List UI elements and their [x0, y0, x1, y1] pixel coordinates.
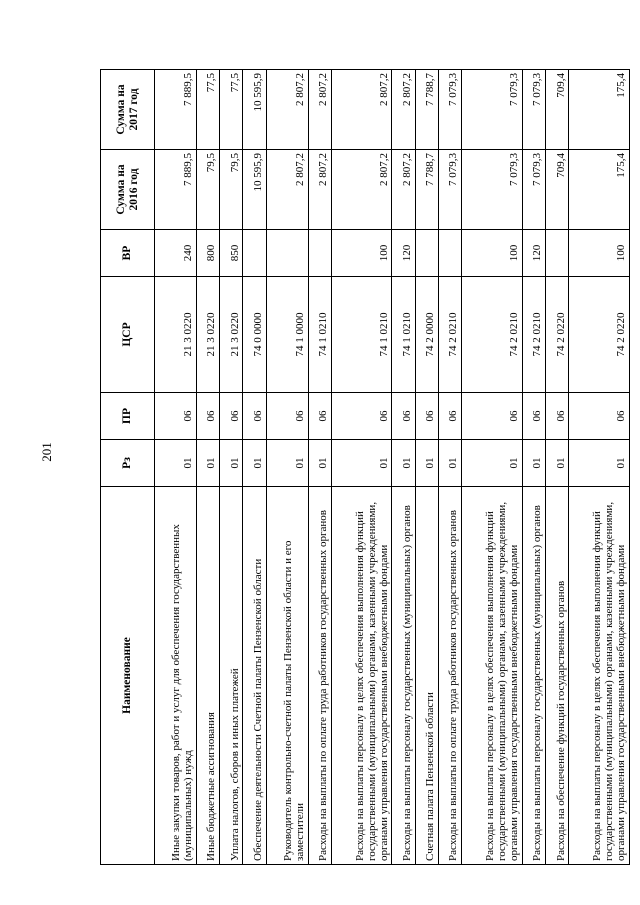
cell-rz: 01 — [308, 440, 331, 487]
cell-sum-2016: 7 079,3 — [462, 150, 523, 230]
table-body — [155, 70, 630, 865]
cell-name: Расходы на выплаты по оплате труда работников государственных органов — [439, 487, 462, 865]
cell-csr: 74 1 0210 — [308, 277, 331, 393]
cell-pr: 06 — [196, 393, 219, 440]
budget-table — [100, 69, 630, 865]
cell-csr: 74 2 0220 — [569, 277, 630, 393]
cell-sum-2016: 175,4 — [569, 150, 630, 230]
cell-rz: 01 — [266, 440, 308, 487]
cell-vr — [415, 230, 438, 277]
cell-rz: 01 — [243, 440, 266, 487]
cell-sum-2017: 2 807,2 — [392, 70, 415, 150]
cell-vr: 240 — [155, 230, 197, 277]
cell-pr: 06 — [462, 393, 523, 440]
cell-pr: 06 — [522, 393, 545, 440]
cell-vr: 100 — [331, 230, 392, 277]
cell-rz: 01 — [415, 440, 438, 487]
cell-vr — [243, 230, 266, 277]
cell-sum-2017: 709,4 — [546, 70, 569, 150]
table-row — [392, 70, 415, 865]
header-sum-2017: Сумма на 2017 год — [101, 70, 155, 150]
cell-csr: 74 2 0000 — [415, 277, 438, 393]
table-row — [439, 70, 462, 865]
cell-rz: 01 — [522, 440, 545, 487]
cell-name: Иные бюджетные ассигнования — [196, 487, 219, 865]
cell-csr: 21 3 0220 — [220, 277, 243, 393]
cell-csr: 21 3 0220 — [155, 277, 197, 393]
header-sum-2016: Сумма на 2016 год — [101, 150, 155, 230]
cell-sum-2017: 7 079,3 — [439, 70, 462, 150]
cell-sum-2016: 7 079,3 — [439, 150, 462, 230]
cell-name: Счетная палата Пензенской области — [415, 487, 438, 865]
cell-vr: 120 — [522, 230, 545, 277]
cell-sum-2017: 77,5 — [220, 70, 243, 150]
cell-rz: 01 — [220, 440, 243, 487]
table-row — [220, 70, 243, 865]
table-row — [569, 70, 630, 865]
page-number: 201 — [39, 442, 54, 462]
table-row — [196, 70, 219, 865]
cell-vr: 100 — [462, 230, 523, 277]
cell-name: Расходы на выплаты по оплате труда работников государственных органов — [308, 487, 331, 865]
cell-csr: 74 1 0000 — [266, 277, 308, 393]
cell-name: Расходы на выплаты персоналу государственных (муниципальных) органов — [522, 487, 545, 865]
cell-sum-2017: 10 595,9 — [243, 70, 266, 150]
cell-sum-2016: 79,5 — [220, 150, 243, 230]
cell-csr: 74 1 0210 — [331, 277, 392, 393]
cell-csr: 74 2 0210 — [439, 277, 462, 393]
cell-sum-2016: 2 807,2 — [266, 150, 308, 230]
cell-sum-2017: 77,5 — [196, 70, 219, 150]
cell-vr: 800 — [196, 230, 219, 277]
cell-vr: 850 — [220, 230, 243, 277]
cell-pr: 06 — [243, 393, 266, 440]
cell-rz: 01 — [155, 440, 197, 487]
cell-rz: 01 — [196, 440, 219, 487]
cell-csr: 74 1 0210 — [392, 277, 415, 393]
cell-csr: 74 2 0220 — [546, 277, 569, 393]
table-row — [266, 70, 308, 865]
cell-pr: 06 — [266, 393, 308, 440]
cell-sum-2017: 2 807,2 — [266, 70, 308, 150]
cell-name: Расходы на обеспечение функций государственных органов — [546, 487, 569, 865]
cell-pr: 06 — [415, 393, 438, 440]
cell-name: Расходы на выплаты персоналу в целях обеспечения выполнения функций государственными (муниципальными) органами, казенными учреждениями, органами управления государственными внебюджетными фондами — [331, 487, 392, 865]
cell-rz: 01 — [331, 440, 392, 487]
table-row — [546, 70, 569, 865]
cell-sum-2016: 79,5 — [196, 150, 219, 230]
header-vr: ВР — [101, 230, 155, 277]
cell-name: Иные закупки товаров, работ и услуг для обеспечения государственных (муниципальных) нужд — [155, 487, 197, 865]
rotated-table-wrapper — [100, 70, 630, 865]
cell-rz: 01 — [439, 440, 462, 487]
cell-sum-2017: 7 788,7 — [415, 70, 438, 150]
cell-name: Руководитель контрольно-счетной палаты Пензенской области и его заместители — [266, 487, 308, 865]
cell-name: Обеспечение деятельности Счетной палаты Пензенской области — [243, 487, 266, 865]
cell-sum-2017: 2 807,2 — [331, 70, 392, 150]
cell-sum-2016: 7 889,5 — [155, 150, 197, 230]
cell-pr: 06 — [308, 393, 331, 440]
header-name: Наименование — [101, 487, 155, 865]
table-row — [415, 70, 438, 865]
cell-vr — [266, 230, 308, 277]
header-pr: ПР — [101, 393, 155, 440]
cell-name: Расходы на выплаты персоналу в целях обеспечения выполнения функций государственными (муниципальными) органами, казенными учреждениями, органами управления государственными внебюджетными фондами — [569, 487, 630, 865]
table-row — [522, 70, 545, 865]
table-row — [155, 70, 197, 865]
table-row — [462, 70, 523, 865]
cell-sum-2016: 2 807,2 — [308, 150, 331, 230]
cell-pr: 06 — [220, 393, 243, 440]
table-header-row — [101, 70, 155, 865]
cell-name: Расходы на выплаты персоналу в целях обеспечения выполнения функций государственными (муниципальными) органами, казенными учреждениями, органами управления государственными внебюджетными фондами — [462, 487, 523, 865]
cell-sum-2016: 2 807,2 — [392, 150, 415, 230]
cell-pr: 06 — [155, 393, 197, 440]
cell-sum-2017: 175,4 — [569, 70, 630, 150]
cell-sum-2017: 7 079,3 — [462, 70, 523, 150]
header-csr: ЦСР — [101, 277, 155, 393]
cell-sum-2016: 7 079,3 — [522, 150, 545, 230]
cell-rz: 01 — [392, 440, 415, 487]
cell-sum-2016: 7 788,7 — [415, 150, 438, 230]
cell-vr — [439, 230, 462, 277]
cell-csr: 74 2 0210 — [522, 277, 545, 393]
cell-name: Уплата налогов, сборов и иных платежей — [220, 487, 243, 865]
cell-csr: 74 2 0210 — [462, 277, 523, 393]
cell-pr: 06 — [331, 393, 392, 440]
cell-rz: 01 — [546, 440, 569, 487]
table-row — [331, 70, 392, 865]
header-rz: Рз — [101, 440, 155, 487]
cell-vr — [546, 230, 569, 277]
cell-pr: 06 — [392, 393, 415, 440]
cell-sum-2016: 2 807,2 — [331, 150, 392, 230]
cell-csr: 74 0 0000 — [243, 277, 266, 393]
cell-pr: 06 — [439, 393, 462, 440]
cell-vr — [308, 230, 331, 277]
cell-sum-2017: 7 079,3 — [522, 70, 545, 150]
cell-vr: 100 — [569, 230, 630, 277]
cell-sum-2017: 2 807,2 — [308, 70, 331, 150]
cell-csr: 21 3 0220 — [196, 277, 219, 393]
table-row — [243, 70, 266, 865]
cell-vr: 120 — [392, 230, 415, 277]
cell-rz: 01 — [462, 440, 523, 487]
cell-pr: 06 — [569, 393, 630, 440]
cell-name: Расходы на выплаты персоналу государственных (муниципальных) органов — [392, 487, 415, 865]
cell-pr: 06 — [546, 393, 569, 440]
cell-sum-2016: 10 595,9 — [243, 150, 266, 230]
cell-rz: 01 — [569, 440, 630, 487]
cell-sum-2017: 7 889,5 — [155, 70, 197, 150]
cell-sum-2016: 709,4 — [546, 150, 569, 230]
table-row — [308, 70, 331, 865]
